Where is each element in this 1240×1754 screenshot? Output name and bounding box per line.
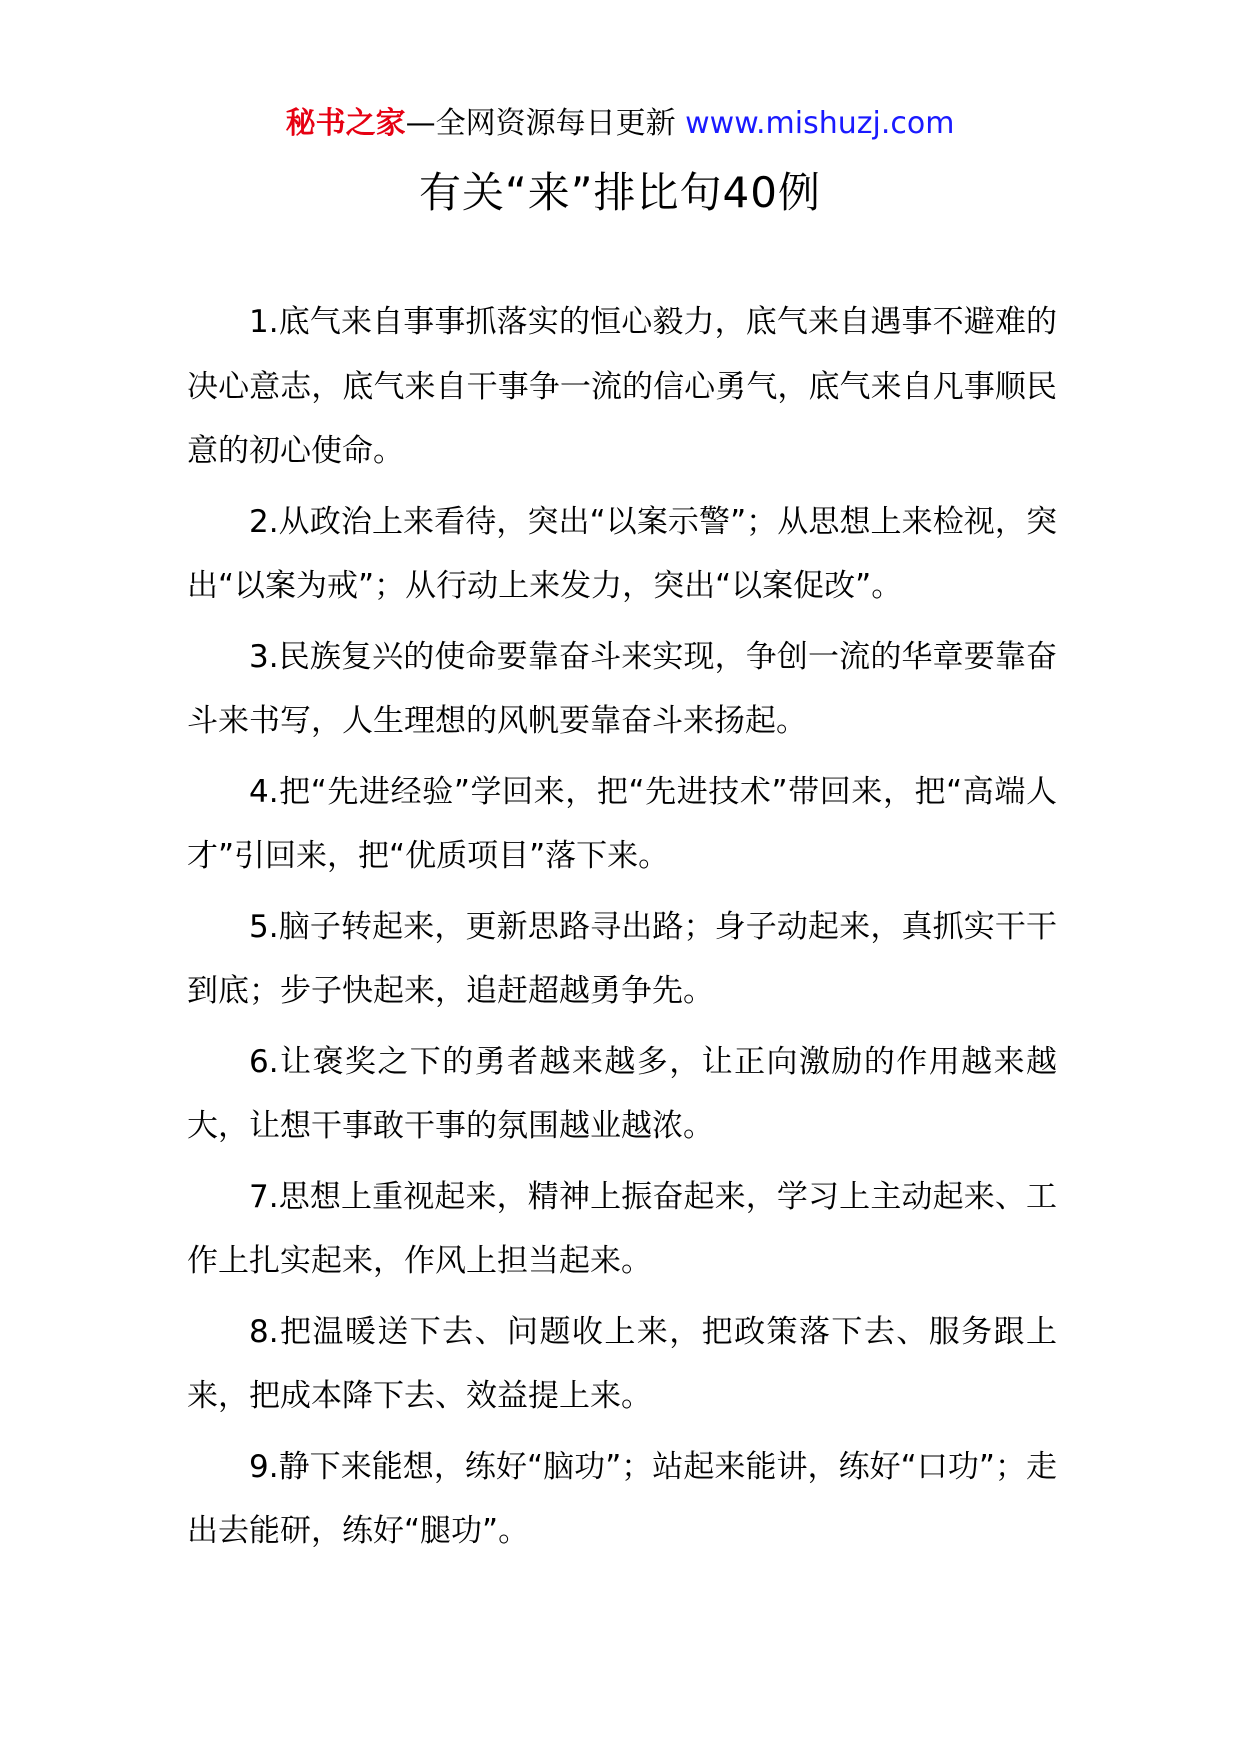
paragraph-7: 7.思想上重视起来，精神上振奋起来，学习上主动起来、工作上扎实起来，作风上担当起来。 (187, 1178, 1057, 1279)
paragraph-4: 4.把“先进经验”学回来，把“先进技术”带回来，把“高端人才”引回来，把“优质项目”落下来。 (187, 773, 1057, 874)
site-header (0, 100, 1240, 148)
paragraph-9: 9.静下来能想，练好“脑功”；站起来能讲，练好“口功”；走出去能研，练好“腿功”。 (187, 1448, 1057, 1549)
paragraph-5: 5.脑子转起来，更新思路寻出路；身子动起来，真抓实干干到底；步子快起来，追赶超越勇争先。 (187, 908, 1057, 1009)
article-body (187, 290, 1057, 1570)
page-title: 有关“来”排比句40例 (419, 168, 821, 217)
site-url-link[interactable]: www.mishuzj.com (685, 106, 955, 141)
paragraph-3: 3.民族复兴的使命要靠奋斗来实现，争创一流的华章要靠奋斗来书写，人生理想的风帆要靠奋斗来扬起。 (187, 638, 1057, 739)
paragraph-1: 1.底气来自事事抓落实的恒心毅力，底气来自遇事不避难的决心意志，底气来自干事争一流的信心勇气，底气来自凡事顺民意的初心使命。 (187, 304, 1057, 469)
paragraph-2: 2.从政治上来看待，突出“以案示警”；从思想上来检视，突出“以案为戒”；从行动上来发力，突出“以案促改”。 (187, 503, 1057, 604)
paragraph-8: 8.把温暖送下去、问题收上来，把政策落下去、服务跟上来，把成本降下去、效益提上来。 (187, 1313, 1057, 1414)
header-tagline: —全网资源每日更新 (405, 106, 676, 141)
brand-name: 秘书之家 (285, 106, 406, 141)
paragraph-6: 6.让褒奖之下的勇者越来越多，让正向激励的作用越来越大，让想干事敢干事的氛围越业越浓。 (187, 1043, 1057, 1144)
